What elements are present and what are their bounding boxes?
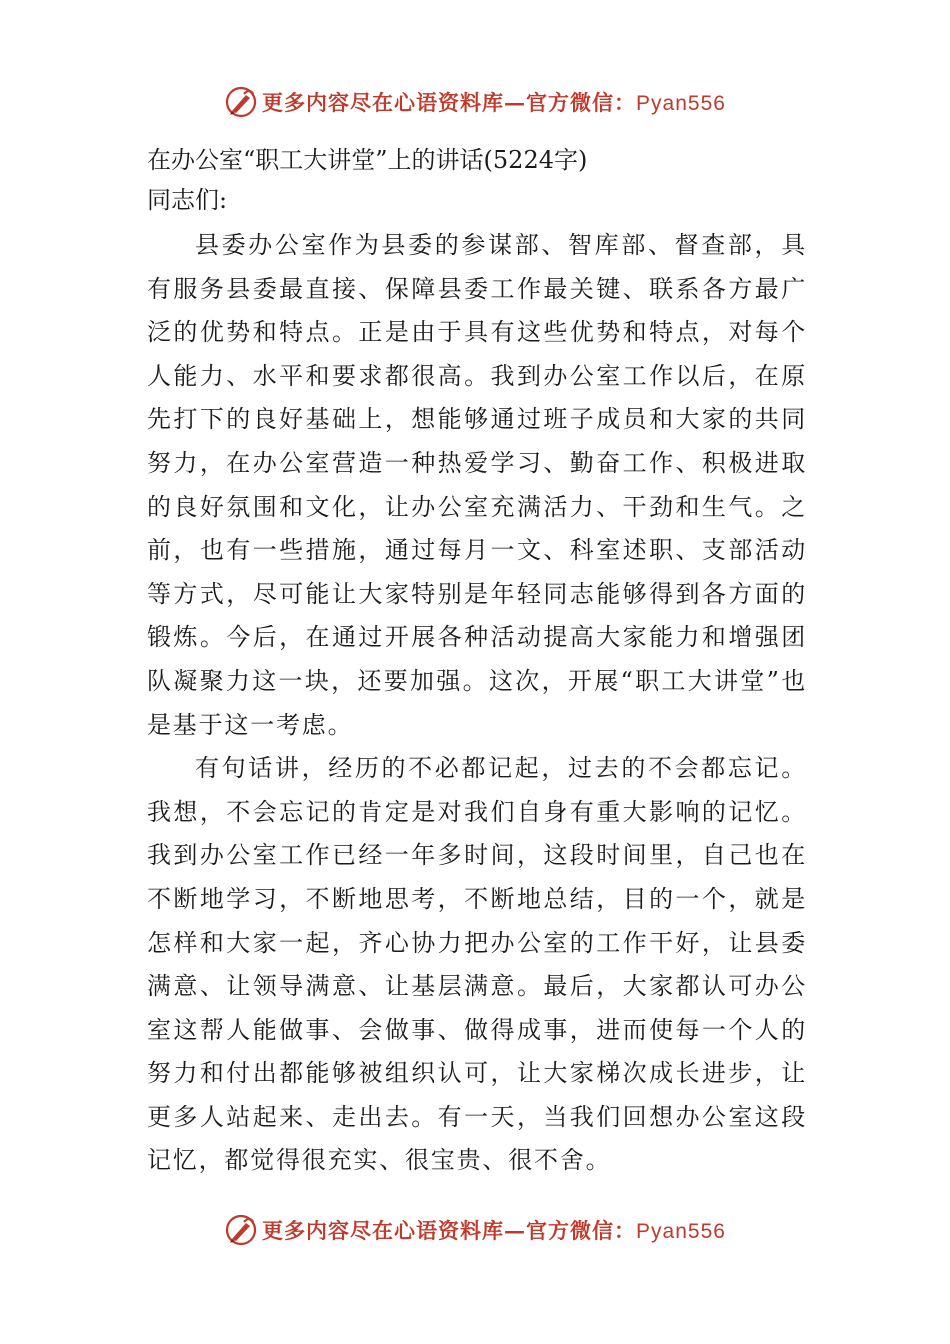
document-body bbox=[147, 140, 807, 1183]
document-title: 在办公室“职工大讲堂”上的讲话(5224字) bbox=[147, 146, 588, 174]
pen-logo-icon bbox=[224, 1213, 258, 1247]
watermark-banner-bottom bbox=[0, 1210, 950, 1250]
watermark-wechat-id: Pyan556 bbox=[636, 92, 726, 115]
watermark-text: 更多内容尽在心语资料库—官方微信： bbox=[262, 1218, 637, 1243]
salutation: 同志们: bbox=[147, 186, 228, 214]
watermark-text: 更多内容尽在心语资料库—官方微信： bbox=[262, 90, 637, 115]
paragraph-2: 有句话讲，经历的不必都记起，过去的不会都忘记。我想，不会忘记的肯定是对我们自身有重大影响的记忆。我到办公室工作已经一年多时间，这段时间里，自己也在不断地学习，不断地思考，不断地总结，目的一个，就是怎样和大家一起，齐心协力把办公室的工作干好，让县委满意、让领导满意、让基层满意。最后，大家都认可办公室这帮人能做事、会做事、做得成事，进而使每一个人的努力和付出都能够被组织认可，让大家梯次成长进步，让更多人站起来、走出去。有一天，当我们回想办公室这段记忆，都觉得很充实、很宝贵、很不舍。 bbox=[147, 754, 807, 1175]
pen-logo-icon bbox=[224, 85, 258, 119]
watermark-banner-top bbox=[0, 82, 950, 122]
paragraph-1: 县委办公室作为县委的参谋部、智库部、督查部，具有服务县委最直接、保障县委工作最关键、联系各方最广泛的优势和特点。正是由于具有这些优势和特点，对每个人能力、水平和要求都很高。我到办公室工作以后，在原先打下的良好基础上，想能够通过班子成员和大家的共同努力，在办公室营造一种热爱学习、勤奋工作、积极进取的良好氛围和文化，让办公室充满活力、干劲和生气。之前，也有一些措施，通过每月一文、科室述职、支部活动等方式，尽可能让大家特别是年轻同志能够得到各方面的锻炼。今后，在通过开展各种活动提高大家能力和增强团队凝聚力这一块，还要加强。这次，开展“职工大讲堂”也是基于这一考虑。 bbox=[147, 231, 807, 739]
watermark-wechat-id: Pyan556 bbox=[636, 1220, 726, 1243]
